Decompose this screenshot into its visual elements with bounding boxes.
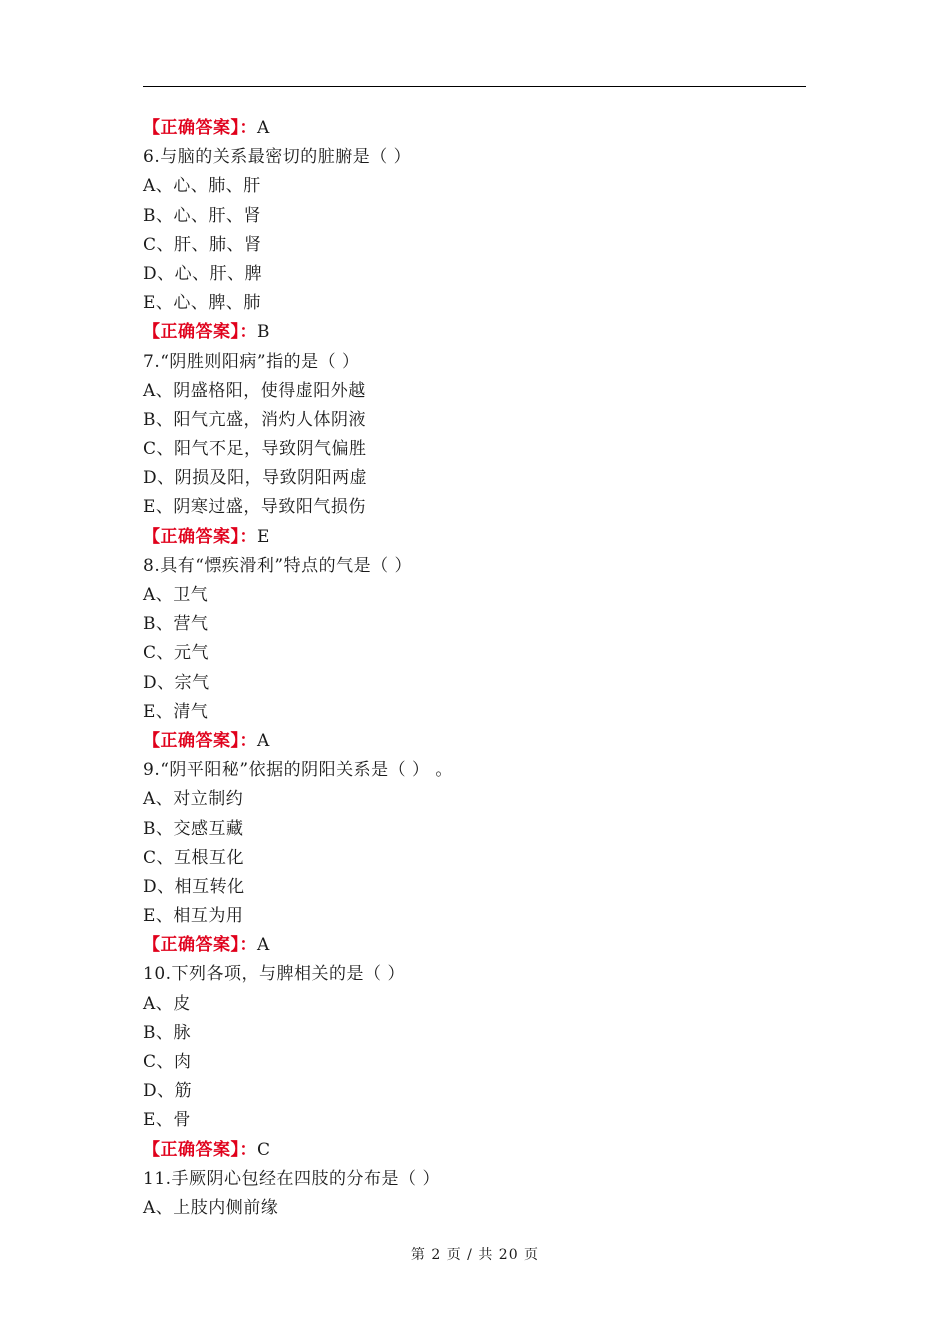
option-text: C、肝、肺、肾 bbox=[143, 234, 262, 255]
answer-line bbox=[143, 114, 813, 143]
page-footer: 第 2 页 / 共 20 页 bbox=[410, 1247, 540, 1263]
option-text: D、阴损及阳，导致阴阳两虚 bbox=[143, 468, 368, 489]
option-text: B、交感互藏 bbox=[143, 818, 244, 839]
answer-value: E bbox=[257, 526, 270, 547]
option-text: A、对立制约 bbox=[143, 789, 244, 810]
answer-label: 【正确答案】 bbox=[143, 322, 240, 343]
option-text: E、骨 bbox=[143, 1110, 191, 1131]
question-text: 7.“阴胜则阳病”指的是（ ） bbox=[143, 351, 360, 372]
answer-line bbox=[143, 523, 813, 552]
option-text: E、相互为用 bbox=[143, 906, 244, 927]
option-text: C、肉 bbox=[143, 1052, 192, 1072]
answer-value: C bbox=[257, 1139, 271, 1160]
answer-value: B bbox=[257, 322, 270, 343]
answer-line bbox=[143, 727, 813, 756]
answer-line bbox=[143, 318, 813, 347]
option-text: C、元气 bbox=[143, 643, 210, 664]
answer-separator: ： bbox=[239, 1139, 257, 1160]
option-text: B、营气 bbox=[143, 614, 209, 635]
option-text: A、卫气 bbox=[143, 585, 209, 605]
answer-separator: ： bbox=[239, 118, 257, 138]
option-text: B、阳气亢盛，消灼人体阴液 bbox=[143, 409, 366, 430]
answer-label: 【正确答案】 bbox=[143, 526, 240, 547]
answer-label: 【正确答案】 bbox=[143, 1139, 240, 1160]
answer-value: A bbox=[257, 730, 270, 751]
option-text: D、宗气 bbox=[143, 672, 210, 693]
option-text: E、清气 bbox=[143, 701, 209, 722]
option-text: A、阴盛格阳，使得虚阳外越 bbox=[143, 380, 366, 401]
header-rule bbox=[143, 86, 806, 87]
option-text: A、皮 bbox=[143, 993, 191, 1014]
option-text: E、阴寒过盛，导致阳气损伤 bbox=[143, 497, 366, 518]
option-text: C、互根互化 bbox=[143, 847, 245, 868]
answer-value: A bbox=[257, 935, 270, 956]
question-text: 8.具有“慓疾滑利”特点的气是（ ） bbox=[143, 555, 413, 576]
answer-label: 【正确答案】 bbox=[143, 118, 240, 138]
answer-value: A bbox=[257, 118, 270, 138]
option-text: D、心、肝、脾 bbox=[143, 263, 263, 284]
answer-label: 【正确答案】 bbox=[143, 730, 240, 751]
answer-separator: ： bbox=[239, 730, 257, 751]
option-text: B、脉 bbox=[143, 1022, 191, 1043]
question-text: 10.下列各项，与脾相关的是（ ） bbox=[143, 964, 405, 985]
answer-line bbox=[143, 931, 813, 960]
option-text: D、筋 bbox=[143, 1081, 193, 1102]
document-body bbox=[143, 114, 813, 1223]
answer-label: 【正确答案】 bbox=[143, 935, 240, 956]
answer-line bbox=[143, 1136, 813, 1165]
option-text: E、心、脾、肺 bbox=[143, 293, 261, 314]
question-text: 6.与脑的关系最密切的脏腑是（ ） bbox=[143, 147, 412, 168]
answer-separator: ： bbox=[239, 526, 257, 547]
option-text: A、心、肺、肝 bbox=[143, 176, 261, 197]
answer-separator: ： bbox=[239, 935, 257, 956]
option-text: C、阳气不足，导致阴气偏胜 bbox=[143, 439, 367, 460]
option-text: D、相互转化 bbox=[143, 876, 245, 897]
option-text: A、上肢内侧前缘 bbox=[143, 1197, 279, 1218]
question-text: 9.“阴平阳秘”依据的阴阳关系是（ ） 。 bbox=[143, 760, 453, 781]
option-text: B、心、肝、肾 bbox=[143, 205, 261, 226]
question-text: 11.手厥阴心包经在四肢的分布是（ ） bbox=[143, 1168, 440, 1189]
answer-separator: ： bbox=[239, 322, 257, 343]
